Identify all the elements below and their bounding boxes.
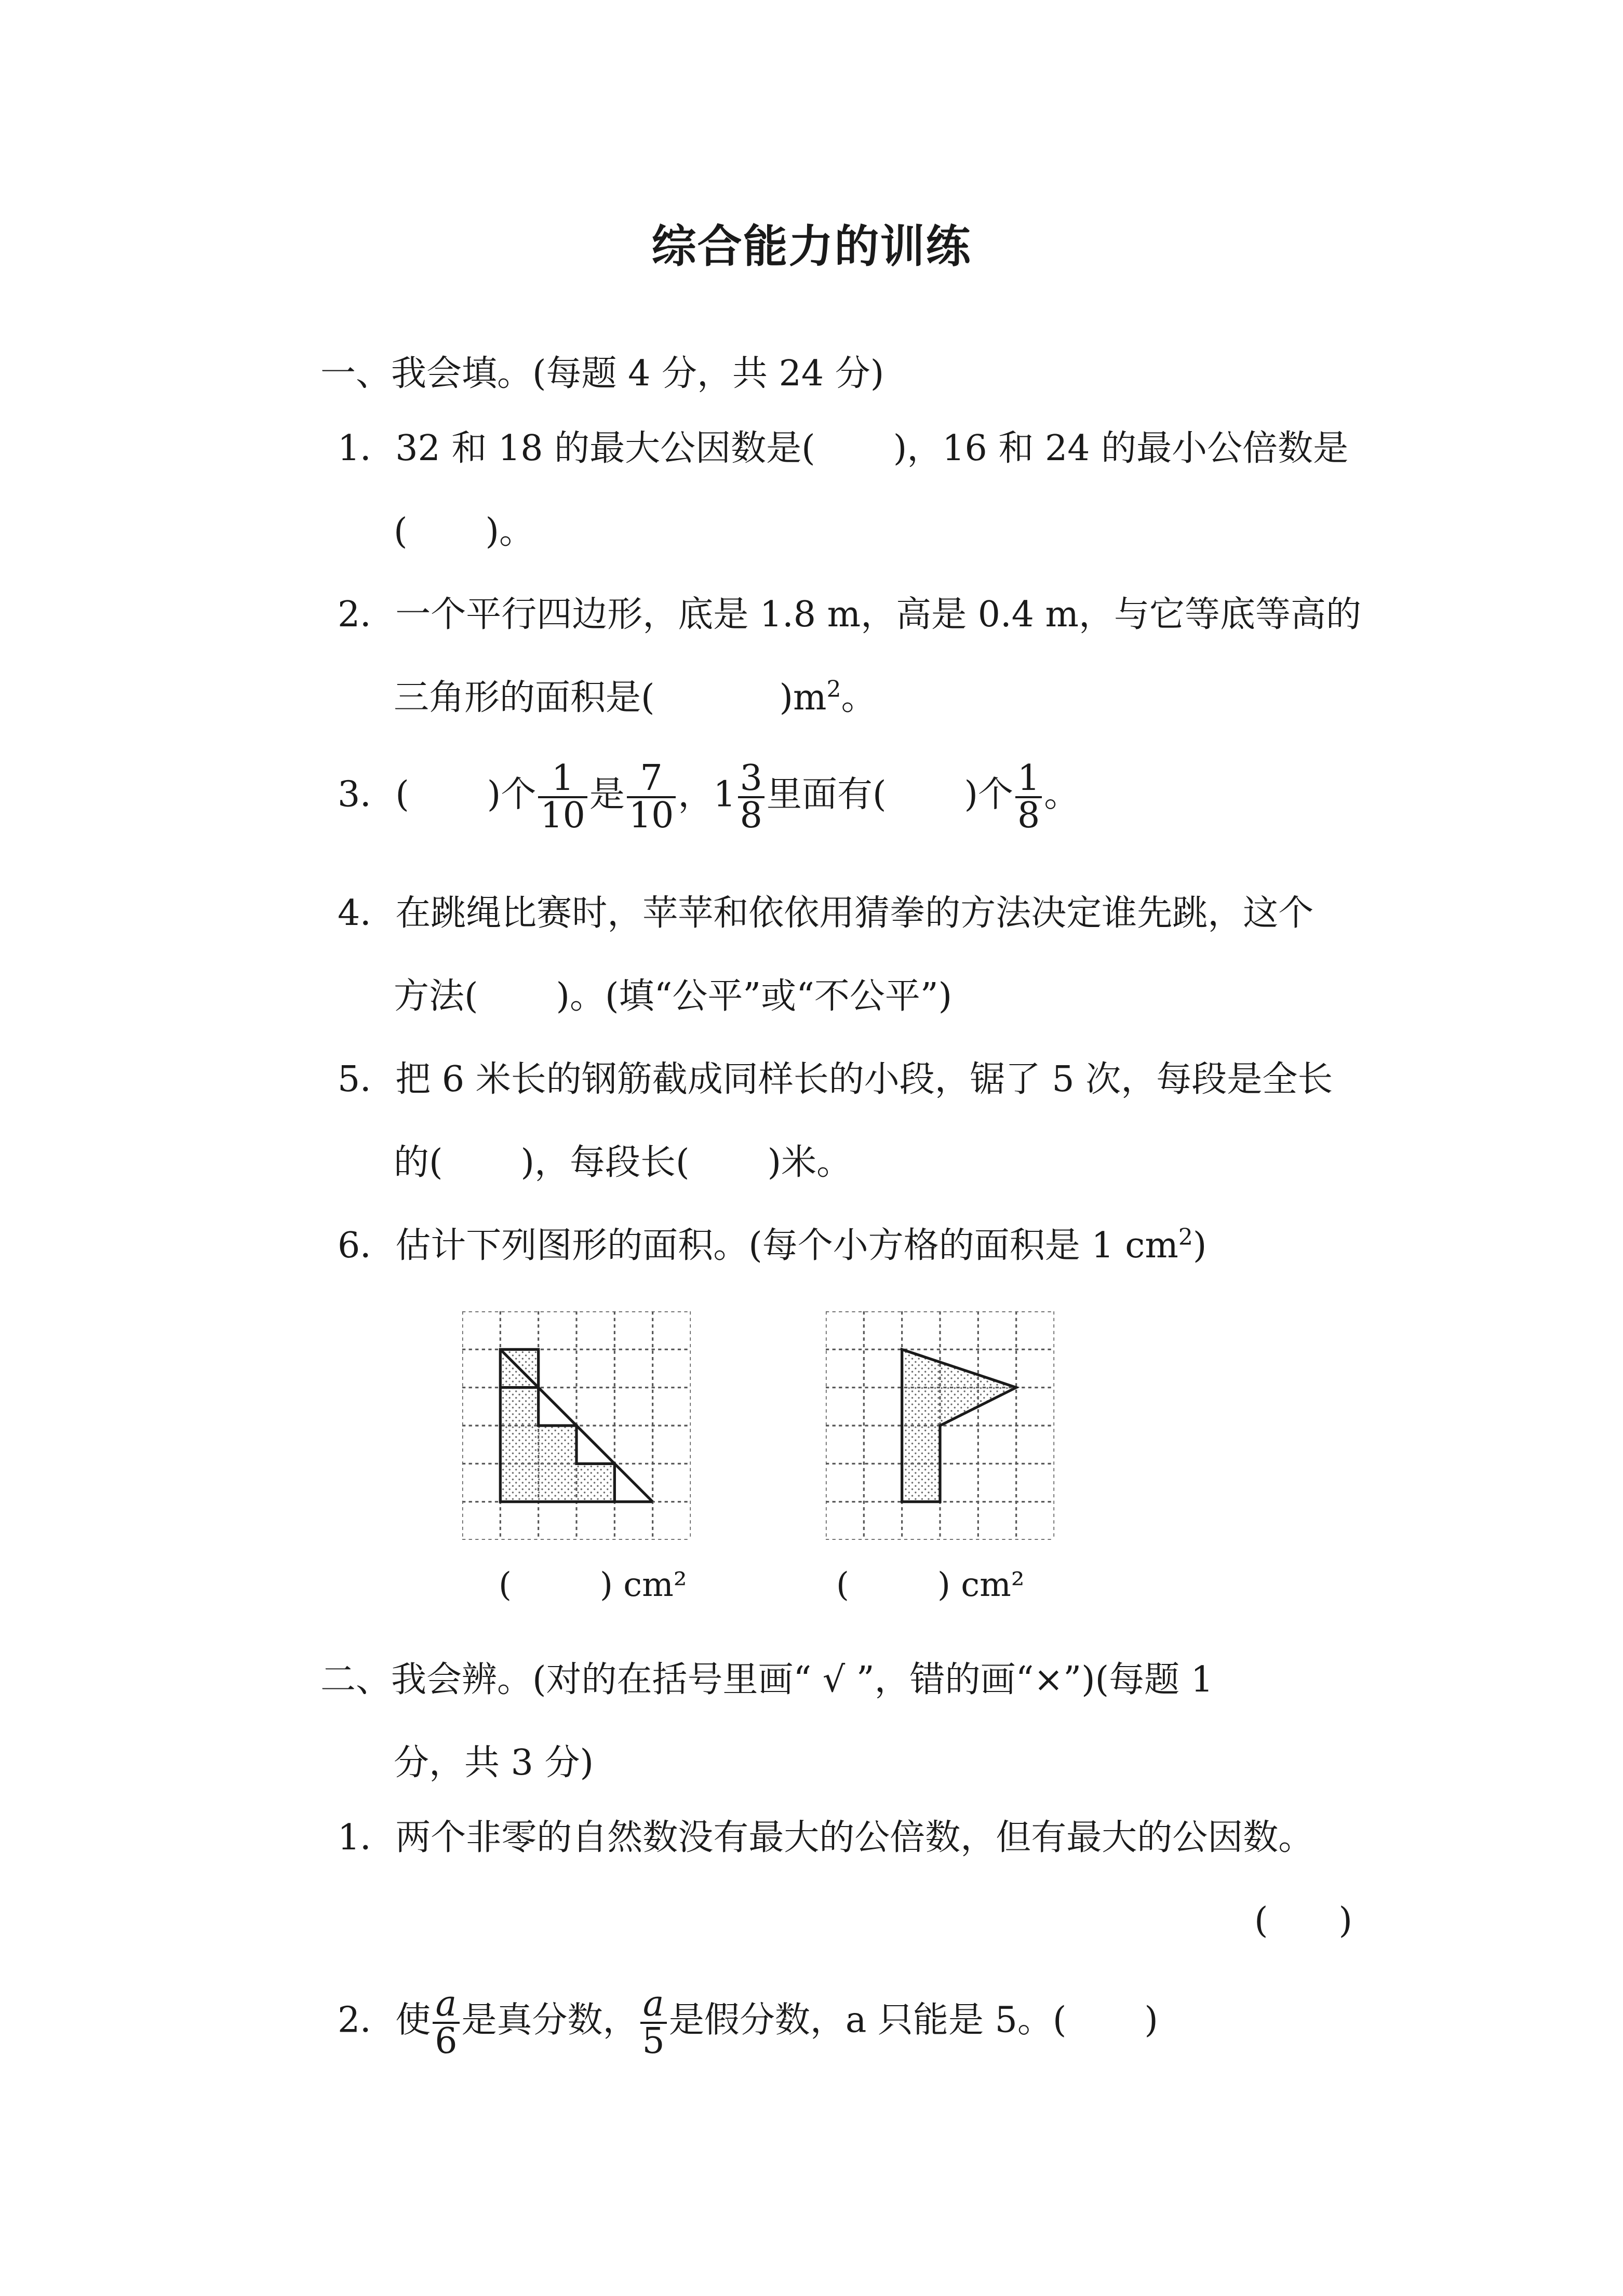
fraction-numerator: a — [433, 1986, 459, 2024]
fraction-3-8 — [738, 758, 764, 836]
judgement-bracket[interactable]: ( ) — [1254, 1900, 1353, 1941]
question-1-1-line-2 — [394, 511, 535, 552]
question-1-2-line-1: 2．一个平行四边形，底是 1.8 m，高是 0.4 m，与它等底等高的 — [338, 594, 1361, 635]
fraction-denominator: 10 — [628, 795, 674, 836]
fraction-numerator: 1 — [1015, 761, 1042, 798]
q2-2-text-b: 是真分数， — [461, 1999, 638, 2041]
q1-3-text-e: 里面有( — [766, 774, 887, 815]
fraction-1-10 — [538, 758, 587, 836]
question-1-1-line-1 — [338, 428, 1349, 469]
superscript-2: 2 — [826, 676, 841, 703]
q1-5-text-a: 的( — [394, 1142, 443, 1183]
q2-2-text-d: ) — [1144, 1999, 1158, 2041]
superscript-2: 2 — [1178, 1224, 1193, 1251]
fraction-7-10 — [627, 758, 676, 836]
fraction-1-8 — [1015, 758, 1042, 836]
q1-1-text-a: 1．32 和 18 的最大公因数是( — [338, 428, 815, 469]
figure-1-grid — [462, 1311, 691, 1540]
caption-unit: ) cm² — [937, 1566, 1025, 1604]
fraction-denominator: 8 — [1017, 795, 1040, 836]
q1-5-text-b: )，每段长( — [520, 1142, 690, 1183]
question-1-3 — [338, 758, 1080, 836]
question-1-5-line-2 — [394, 1142, 852, 1183]
q1-3-text-a: 3．( — [338, 774, 409, 815]
caption-open: ( — [836, 1566, 849, 1604]
q1-4-text-b: )。(填“公平”或“不公平”) — [556, 976, 953, 1017]
q1-3-text-c: 是 — [589, 774, 625, 815]
question-1-2-line-2 — [394, 676, 877, 718]
q1-2-text-c: 。 — [841, 677, 877, 718]
fraction-numerator: a — [640, 1986, 667, 2024]
fraction-a-6 — [433, 1983, 459, 2062]
question-1-4-line-1: 4．在跳绳比赛时，苹苹和依依用猜拳的方法决定谁先跳，这个 — [338, 893, 1314, 934]
q1-5-text-c: )米。 — [767, 1142, 852, 1183]
q1-6-text: 6．估计下列图形的面积。(每个小方格的面积是 1 cm — [338, 1225, 1178, 1266]
fraction-denominator: 10 — [540, 795, 585, 836]
section-1-heading: 一、我会填。(每题 4 分，共 24 分) — [320, 353, 884, 394]
fraction-numerator: 3 — [738, 761, 764, 798]
q1-2-text-a: 三角形的面积是( — [394, 677, 655, 718]
figure-2-caption — [836, 1566, 1024, 1604]
q1-3-text-d: ，1 — [678, 774, 736, 815]
question-1-6 — [338, 1224, 1207, 1266]
fraction-denominator: 6 — [435, 2021, 458, 2062]
section-2-heading-line-2: 分，共 3 分) — [394, 1742, 594, 1783]
shaded-shape — [500, 1349, 614, 1501]
figure-1-caption — [499, 1566, 687, 1604]
q1-4-text-a: 方法( — [394, 976, 478, 1017]
q1-3-text-b: )个 — [487, 774, 536, 815]
question-1-5-line-1: 5．把 6 米长的钢筋截成同样长的小段，锯了 5 次，每段是全长 — [338, 1059, 1333, 1100]
q2-2-text-a: 2．使 — [338, 1999, 431, 2041]
question-2-1: 1．两个非零的自然数没有最大的公倍数，但有最大的公因数。 — [338, 1817, 1314, 1858]
question-1-4-line-2 — [394, 976, 953, 1017]
question-2-2 — [338, 1983, 1158, 2062]
fraction-denominator: 8 — [740, 795, 762, 836]
figure-2-grid — [826, 1311, 1054, 1540]
q1-2-text-b: )m — [779, 677, 827, 718]
fraction-numerator: 7 — [627, 761, 676, 798]
section-2-heading-line-1: 二、我会辨。(对的在括号里画“ √ ”，错的画“×”)(每题 1 — [320, 1659, 1214, 1700]
fraction-a-5 — [640, 1983, 667, 2062]
page-title: 综合能力的训练 — [651, 221, 972, 273]
fraction-denominator: 5 — [642, 2021, 665, 2062]
caption-unit: ) cm² — [599, 1566, 687, 1604]
q2-2-text-c: 是假分数，a 只能是 5。( — [668, 1999, 1067, 2041]
q1-1-text-c: ( — [394, 511, 408, 552]
q1-3-text-g: 。 — [1044, 774, 1080, 815]
q1-1-text-d: )。 — [485, 511, 535, 552]
q1-6-text-end: ) — [1192, 1225, 1207, 1266]
q1-3-text-f: )个 — [964, 774, 1013, 815]
q1-1-text-b: )，16 和 24 的最小公倍数是 — [893, 428, 1349, 469]
caption-open: ( — [499, 1566, 512, 1604]
fraction-numerator: 1 — [538, 761, 587, 798]
